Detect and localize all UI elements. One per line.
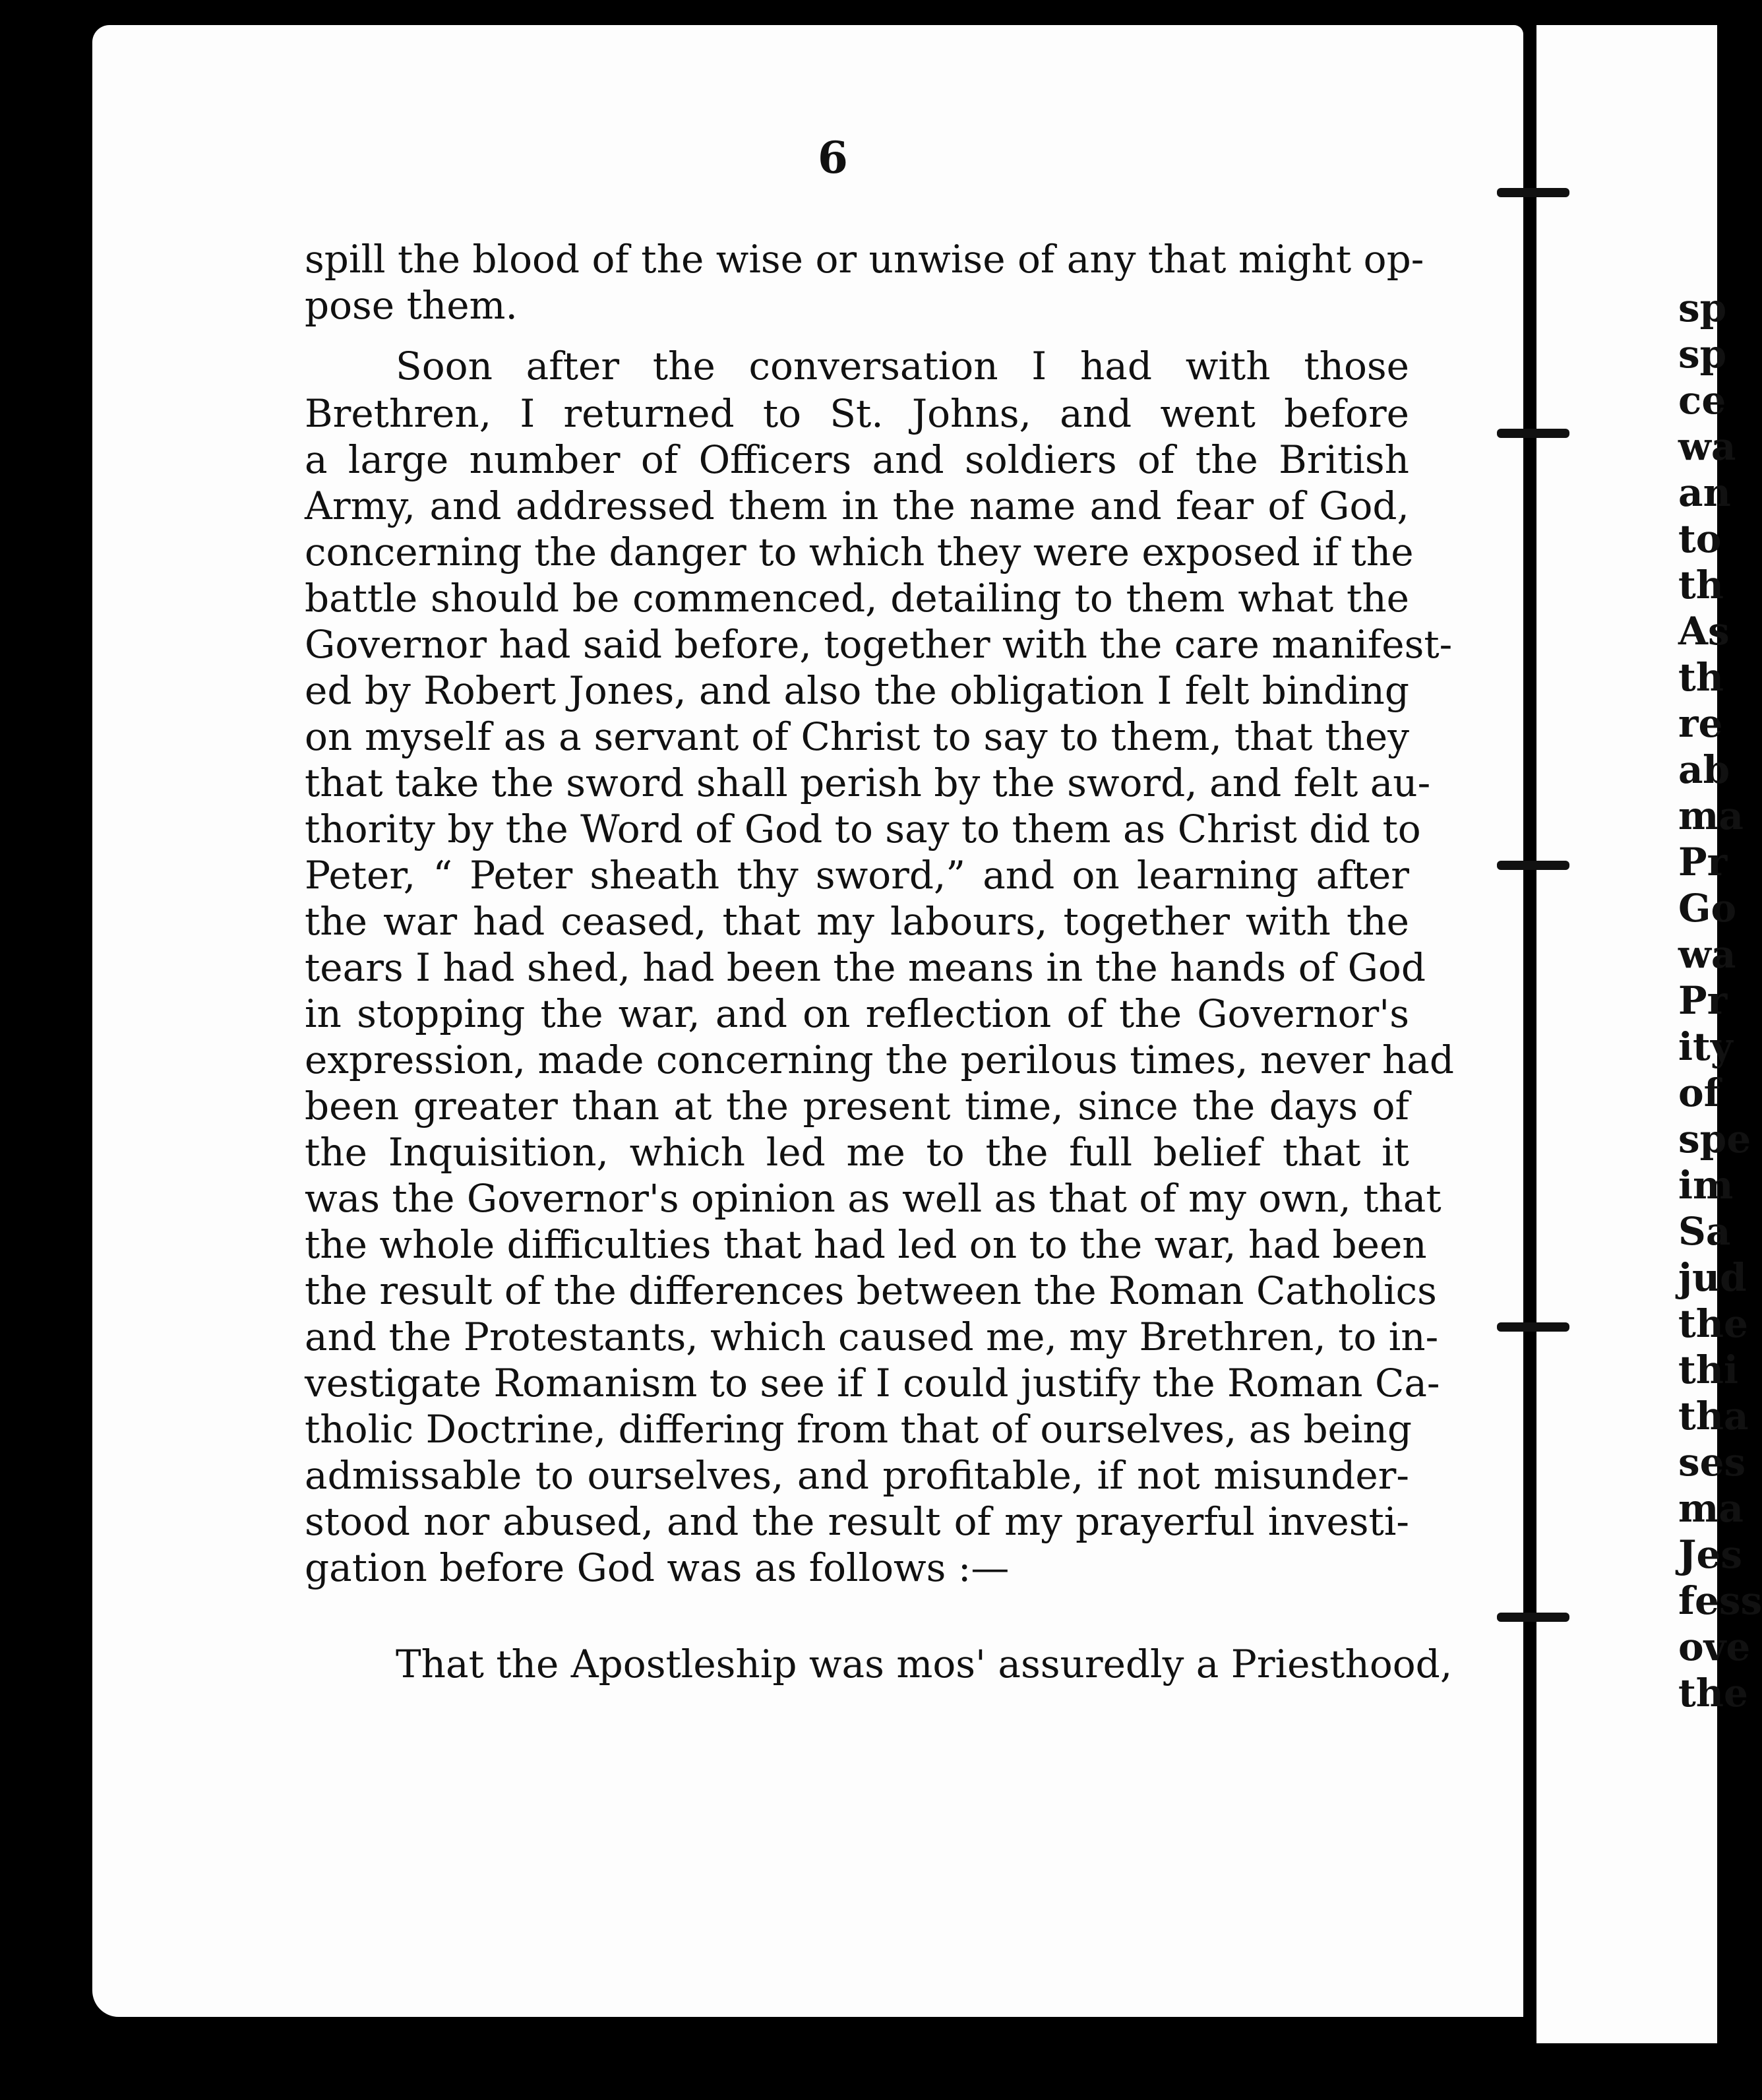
text-line: vestigate Romanism to see if I could justify the Roman Ca-: [305, 1361, 1440, 1405]
right-page-fragment: sp: [1678, 286, 1727, 330]
right-page-fragment: Sa: [1678, 1209, 1731, 1254]
right-page-fragment: ma: [1678, 1486, 1744, 1531]
right-page-fragment: ab: [1678, 747, 1730, 792]
right-page-fragment: of: [1678, 1070, 1720, 1115]
right-page-fragment: wa: [1678, 424, 1736, 469]
text-line: in stopping the war, and on reflection of the Governor's: [305, 991, 1409, 1036]
right-page-fragment: ove: [1678, 1624, 1751, 1669]
text-line: Soon after the conversation I had with those: [396, 344, 1409, 388]
right-page-fragment: an: [1678, 470, 1731, 515]
binding-stitch: [1497, 429, 1569, 438]
right-page-fragment: sp: [1678, 332, 1727, 377]
text-line: been greater than at the present time, since the days of: [305, 1084, 1409, 1128]
right-page-fragment: spe: [1678, 1117, 1751, 1161]
text-line: That the Apostleship was mos' assuredly a Priesthood,: [396, 1642, 1453, 1686]
right-page-fragment: th: [1678, 563, 1724, 607]
right-page-fragment: jud: [1678, 1255, 1747, 1300]
right-page-fragment: ses: [1678, 1440, 1746, 1485]
text-line: the Inquisition, which led me to the full belief that it: [305, 1130, 1409, 1175]
text-line: the whole difficulties that had led on to the war, had been: [305, 1222, 1427, 1267]
text-line: a large number of Officers and soldiers of the British: [305, 437, 1409, 482]
binding-stitch: [1497, 1613, 1569, 1622]
text-line: and the Protestants, which caused me, my Brethren, to in-: [305, 1314, 1439, 1359]
text-line: thority by the Word of God to say to them as Christ did to: [305, 807, 1421, 851]
text-line: expression, made concerning the perilous times, never had: [305, 1037, 1455, 1082]
text-line: battle should be commenced, detailing to them what the: [305, 576, 1409, 621]
text-line: gation before God was as follows :—: [305, 1545, 1010, 1590]
text-line: the war had ceased, that my labours, together with the: [305, 899, 1409, 944]
binding-stitch: [1497, 188, 1569, 197]
right-page-fragment: Pr: [1678, 840, 1728, 884]
text-line: the result of the differences between the Roman Catholics: [305, 1268, 1437, 1313]
right-page-fragment: re: [1678, 701, 1723, 746]
right-page-fragment: wa: [1678, 932, 1736, 977]
right-page-fragment: th: [1678, 655, 1724, 700]
binding-gutter: [1510, 26, 1543, 2045]
text-line: Brethren, I returned to St. Johns, and went before: [305, 391, 1409, 436]
right-page-fragment: Jes: [1678, 1532, 1742, 1577]
right-page-fragment: ma: [1678, 793, 1744, 838]
right-page-fragment: to: [1678, 516, 1722, 561]
page-number: 6: [818, 132, 848, 183]
text-line: tears I had shed, had been the means in the hands of God: [305, 945, 1426, 990]
right-page-fragment: tha: [1678, 1394, 1749, 1438]
right-page-fragment: the: [1678, 1301, 1748, 1346]
binding-stitch: [1497, 861, 1569, 870]
text-line: was the Governor's opinion as well as that of my own, that: [305, 1176, 1442, 1221]
text-line: ed by Robert Jones, and also the obligation I felt binding: [305, 668, 1409, 713]
text-line: admissable to ourselves, and profitable, if not misunder-: [305, 1453, 1409, 1498]
text-line: tholic Doctrine, differing from that of ourselves, as being: [305, 1407, 1413, 1452]
text-line: stood nor abused, and the result of my prayerful investi-: [305, 1499, 1409, 1544]
text-line: on myself as a servant of Christ to say to them, that they: [305, 714, 1409, 759]
text-line: concerning the danger to which they were exposed if the: [305, 530, 1414, 574]
text-line: Army, and addressed them in the name and fear of God,: [305, 483, 1409, 528]
right-page-fragment: fess: [1678, 1578, 1762, 1623]
right-page-fragment: As: [1678, 609, 1730, 654]
right-page-fragment: im: [1678, 1163, 1734, 1208]
text-line: Peter, “ Peter sheath thy sword,” and on learning after: [305, 853, 1409, 898]
right-page-fragment: ity: [1678, 1024, 1733, 1069]
text-line: pose them.: [305, 283, 518, 328]
right-page-fragment: thi: [1678, 1347, 1738, 1392]
text-line: Governor had said before, together with the care manifest-: [305, 622, 1453, 667]
right-page-fragment: Go: [1678, 886, 1737, 931]
right-page-fragment: the: [1678, 1671, 1748, 1715]
right-page-fragment: Pr: [1678, 978, 1728, 1023]
text-line: spill the blood of the wise or unwise of any that might op-: [305, 237, 1424, 282]
right-page-fragment: ce: [1678, 378, 1726, 423]
text-line: that take the sword shall perish by the sword, and felt au-: [305, 760, 1431, 805]
binding-stitch: [1497, 1322, 1569, 1332]
